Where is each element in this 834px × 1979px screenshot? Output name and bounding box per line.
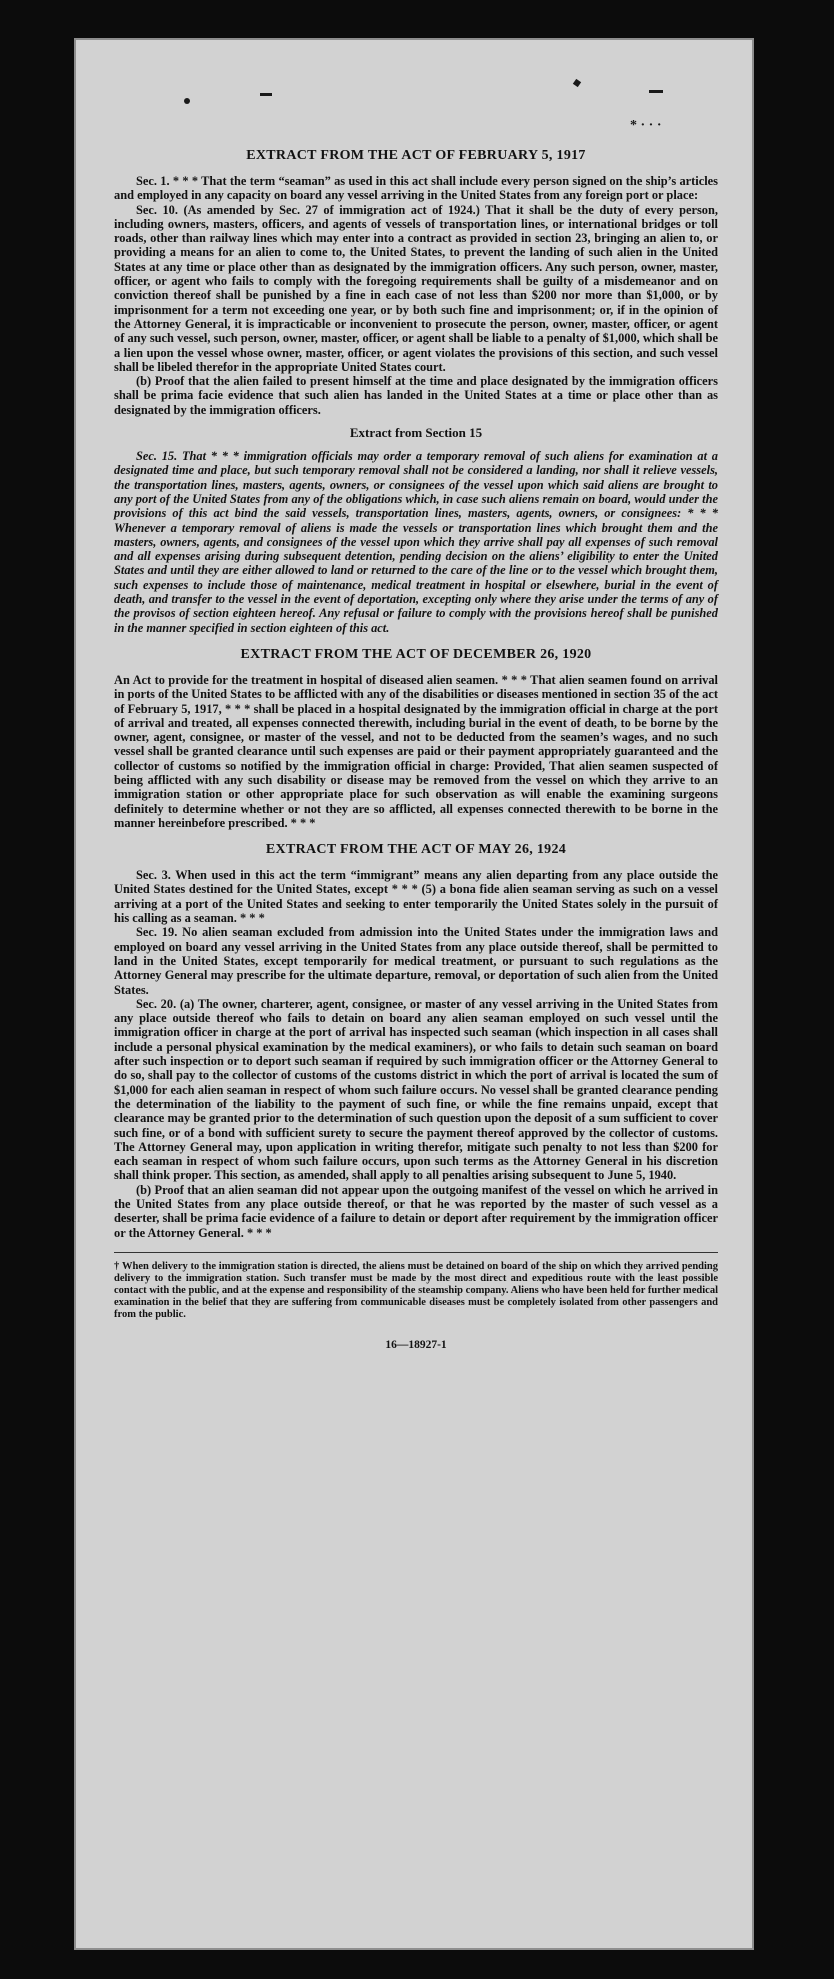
subheading-section-15: Extract from Section 15: [349, 425, 483, 441]
paragraph-sec-10-b: (b) Proof that the alien failed to present himself at the time and place designated by the immigration officers shall be prima facie evidence that such alien has landed in the United States at a time or place other than as designated by the immigration officers.: [114, 374, 718, 417]
paragraph-sec-20-b: (b) Proof that an alien seaman did not appear upon the outgoing manifest of the vessel on which he arrived in the United States from any place outside thereof, or that he was reported by the master of such vessel as a deserter, shall be prima facie evidence of a failure to detain or deport after requirement by the immigration officer or the Attorney General. * * *: [114, 1182, 718, 1240]
scan-dash: [260, 93, 272, 96]
document-body: [114, 148, 718, 1351]
scan-mark: [573, 79, 581, 87]
paragraph-sec-1: Sec. 1. * * * That the term “seaman” as used in this act shall include every person signed on the ship’s articles and employed in any capacity on board any vessel arriving in the United States from any foreign port or place:: [114, 174, 718, 203]
paragraph-sec-20-a: Sec. 20. (a) The owner, charterer, agent, consignee, or master of any vessel arriving in the United States from any place outside thereof who fails to detain on board any alien seaman employed on such vessel until the immigration officer in charge at the port of arrival has inspected such seaman (which inspection in all cases shall include a personal physical examination by the medical examiners), or who fails to detain such seaman on board after such inspection or to deport such seaman if required by such immigration officer or the Attorney General to do so, shall pay to the collector of customs of the customs district in which the port of arrival is located the sum of $1,000 for each alien seaman in respect of whom such failure occurs. No vessel shall be granted clearance pending the determination of the liability to the payment of such fine, or while the fine remains unpaid, except that clearance may be granted prior to the determination of such question upon the deposit of a sum sufficient to cover such fine, or of a bond with sufficient surety to secure the payment thereof approved by the collector of customs. The Attorney General may, upon application in writing therefor, mitigate such penalty to not less than $200 for each seaman in respect of whom such failure occurs, upon such terms as the Attorney General in his discretion shall think proper. This section, as amended, shall apply to all penalties arising subsequent to June 5, 1940.: [114, 996, 718, 1183]
paragraph-sec-15: Sec. 15. That * * * immigration officials may order a temporary removal of such aliens for examination at a designated time and place, but such temporary removal shall not be considered a landing, nor shall it relieve vessels, the transportation lines, masters, agents, owners, or consignees of the vessel upon which said aliens are brought to any port of the United States from any of the obligations which, in case such aliens remain on board, would under the provisions of this act bind the said vessels, transportation lines, masters, agents, owners, or consignees: * * * Whenever a temporary removal of aliens is made the vessels or transportation lines which brought them and the masters, owners, agents, and consignees of the vessel upon which they arrive shall pay all expenses of such removal and all expenses arising during subsequent detention, pending decision on the aliens’ eligibility to enter the United States and until they are either allowed to land or returned to the care of the line or to the vessel which brought them, such expenses to include those of maintenance, medical treatment in hospital or elsewhere, burial in the event of death, and transfer to the vessel in the event of deportation, excepting only where they arise under the terms of any of the provisos of section eighteen hereof. Any refusal or failure to comply with the provisions hereof shall be punished in the manner specified in section eighteen of this act.: [114, 449, 718, 635]
paragraph-sec-3: Sec. 3. When used in this act the term “immigrant” means any alien departing from any place outside the United States destined for the United States, except * * * (5) a bona fide alien seaman serving as such on a vessel arriving at a port of the United States and seeking to enter temporarily the United States solely in the pursuit of his calling as a seaman. * * *: [114, 868, 718, 926]
form-number: 16—18927-1: [385, 1338, 447, 1351]
footnote: † When delivery to the immigration station is directed, the aliens must be detained on board of the ship on which they arrived pending delivery to the immigration station. Such transfer must be made by the most direct and expeditious route with the least possible contact with the public, and at the expense and responsibility of the steamship company. Aliens who have been held for further medical examination in the belief that they are suffering from communicable diseases must be completely isolated from other passengers and from the public.: [114, 1252, 718, 1321]
paragraph-sec-10: Sec. 10. (As amended by Sec. 27 of immigration act of 1924.) That it shall be the duty of every person, including owners, masters, officers, and agents of vessels of transportation lines, or international bridges or toll roads, other than railway lines which may enter into a contract as provided in section 23, bringing an alien to, or providing a means for an alien to come to, the United States, to prevent the landing of such alien in the United States at any time or place other than as designated by the immigration officers. Any such person, owner, master, officer, or agent who fails to comply with the foregoing requirements shall be guilty of a misdemeanor and on conviction thereof shall be punished by a fine in each case of not less than $200 nor more than $1,000, or by imprisonment for a term not exceeding one year, or by both such fine and imprisonment; or, if in the opinion of the Attorney General, it is impracticable or inconvenient to prosecute the person, owner, master, officer, or agent of any such vessel, such person, owner, master, officer, or agent shall be liable to a penalty of $1,000, which shall be a lien upon the vessel whose owner, master, officer, or agent violates the provisions of this section, and such vessel shall be libeled therefor in the appropriate United States court.: [114, 202, 718, 374]
scan-dot: [184, 98, 190, 104]
heading-act-may-1924: EXTRACT FROM THE ACT OF MAY 26, 1924: [265, 842, 567, 858]
heading-act-feb-1917: EXTRACT FROM THE ACT OF FEBRUARY 5, 1917: [246, 148, 586, 163]
paragraph-sec-19: Sec. 19. No alien seaman excluded from admission into the United States under the immigration laws and employed on board any vessel arriving in the United States from any place outside thereof, shall be permitted to land in the United States, except temporarily for medical treatment, or pursuant to such regulations as the Attorney General may prescribe for the ultimate departure, removal, or deportation of such alien from the United States.: [114, 925, 718, 997]
top-scan-marks: [74, 38, 754, 148]
document-page: [74, 38, 754, 1950]
paragraph-act-1920: An Act to provide for the treatment in hospital of diseased alien seamen. * * * That alien seamen found on arrival in ports of the United States to be afflicted with any of the disabilities or diseases mentioned in section 35 of the act of February 5, 1917, * * * shall be placed in a hospital designated by the immigration official in charge at the port of arrival and treated, all expenses connected therewith, including burial in the event of death, to be borne by the owner, agent, consignee, or master of the vessel, and not to be deducted from the seamen’s wages, and no such vessel shall be granted clearance until such expenses are paid or their payment appropriately guaranteed and the collector of customs so notified by the immigration official in charge: Provided, That alien seamen suspected of being afflicted with any such disability or disease may be removed from the vessel on which they arrive to an immigration station or other appropriate place for such observation as will enable the examining surgeons definitely to determine whether or not they are so afflicted, all expenses connected therewith to be borne in the manner hereinbefore prescribed. * * *: [114, 672, 718, 830]
stray-asterisks: * · · ·: [630, 118, 662, 133]
scan-dash: [649, 90, 663, 93]
heading-act-dec-1920: EXTRACT FROM THE ACT OF DECEMBER 26, 1920: [240, 646, 592, 662]
